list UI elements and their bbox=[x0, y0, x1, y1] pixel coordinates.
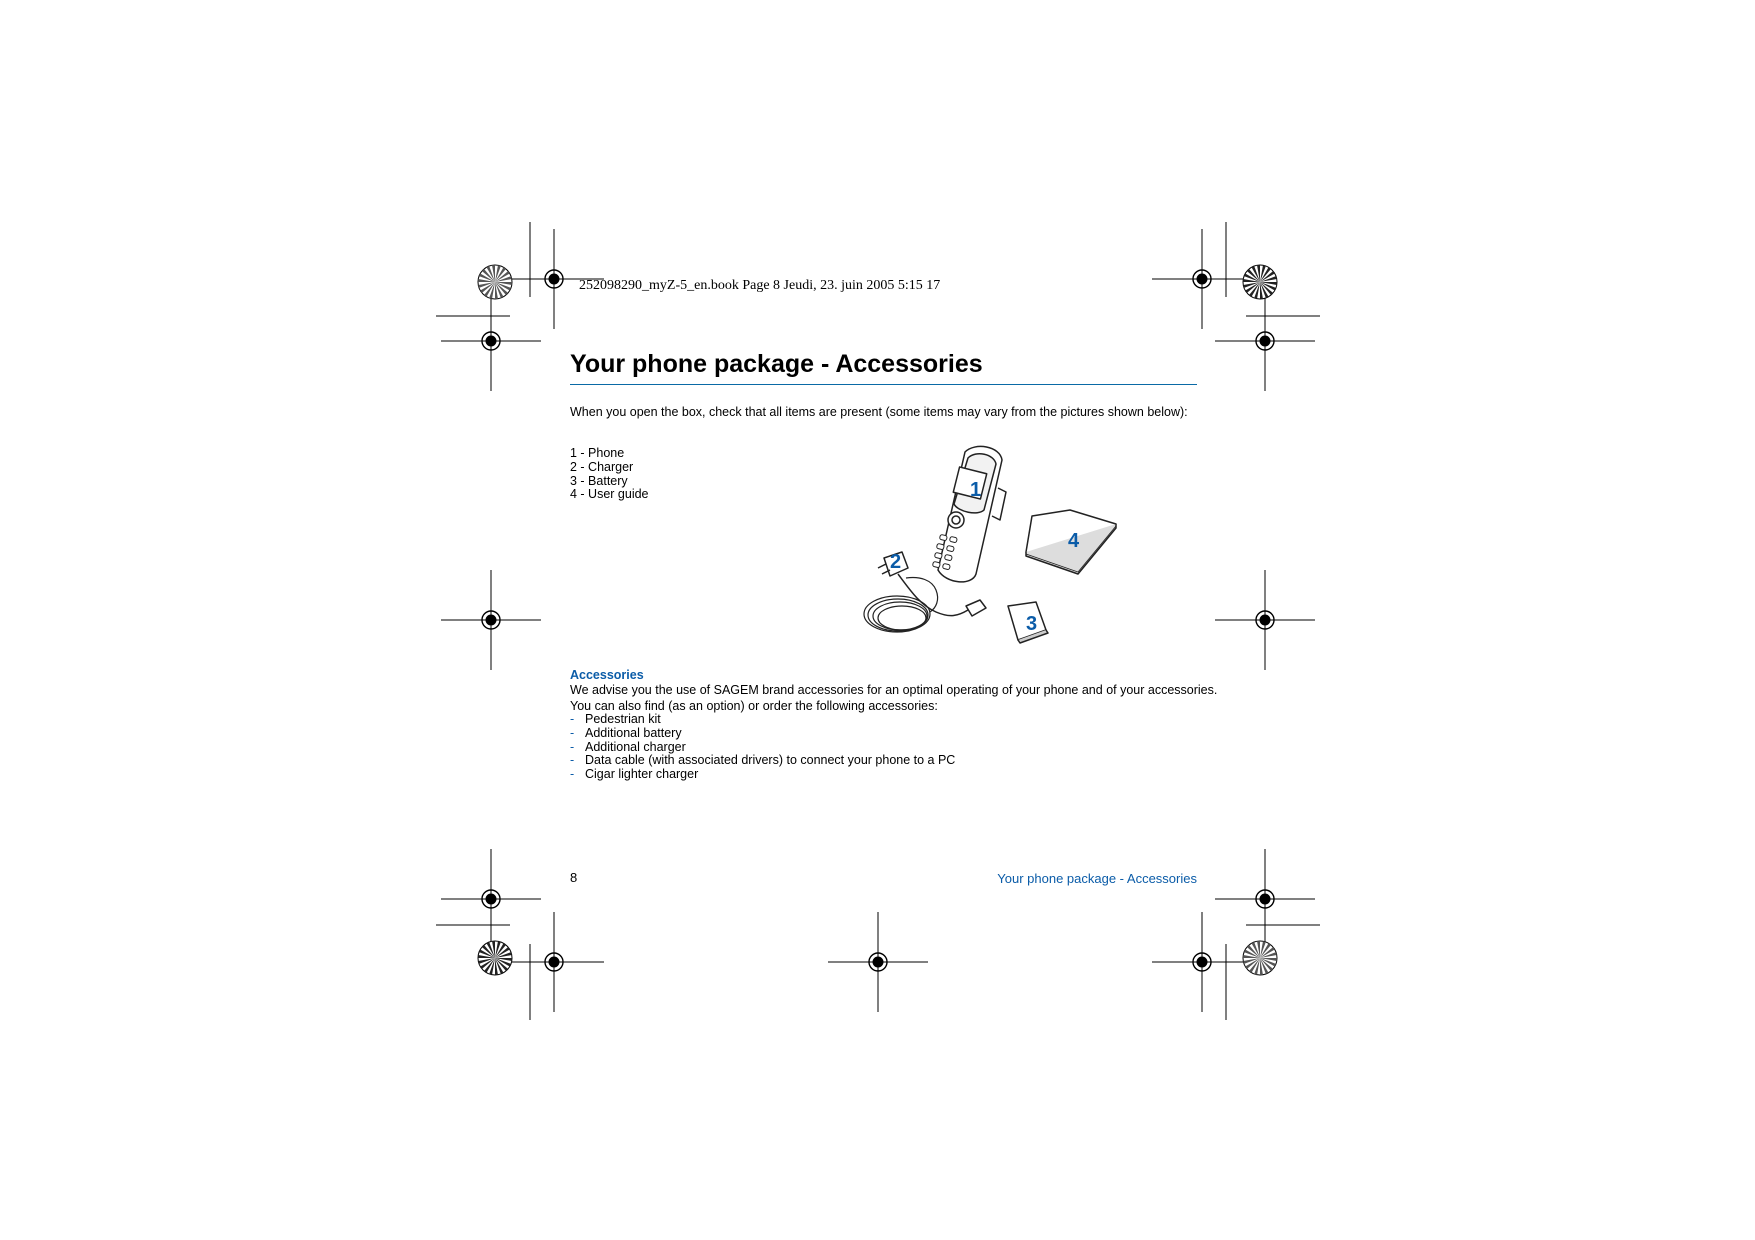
registration-mark bbox=[1215, 849, 1315, 949]
list-item: 2 - Charger bbox=[570, 459, 634, 474]
registration-mark bbox=[441, 849, 541, 949]
file-slug: 252098290_myZ-5_en.book Page 8 Jeudi, 23. juin 2005 5:15 17 bbox=[579, 278, 941, 293]
list-item: 4 - User guide bbox=[570, 487, 649, 502]
color-bar-mark bbox=[478, 941, 512, 975]
accessories-advice: We advise you the use of SAGEM brand accessories for an optimal operating of your phone and of your accessories. bbox=[570, 683, 1218, 697]
footer-section-title: Your phone package - Accessories bbox=[997, 871, 1197, 886]
package-item-list bbox=[570, 446, 649, 501]
package-illustration bbox=[840, 440, 1130, 655]
registration-mark bbox=[441, 570, 541, 670]
registration-mark bbox=[504, 912, 604, 1012]
callout-3: 3 bbox=[1026, 613, 1038, 635]
color-bar-mark bbox=[478, 265, 512, 299]
color-bar-mark bbox=[1243, 265, 1277, 299]
intro-text: When you open the box, check that all items are present (some items may vary from the pictures shown below): bbox=[570, 405, 1188, 419]
accessories-heading: Accessories bbox=[570, 668, 644, 682]
phone-drawing bbox=[932, 446, 1006, 581]
list-item: - Data cable (with associated drivers) to connect your phone to a PC bbox=[570, 753, 956, 768]
registration-mark bbox=[1215, 570, 1315, 670]
callout-4: 4 bbox=[1068, 530, 1080, 552]
accessories-find: You can also find (as an option) or order the following accessories: bbox=[570, 699, 938, 713]
list-item: 3 - Battery bbox=[570, 473, 628, 488]
registration-mark bbox=[1215, 291, 1315, 391]
page-number: 8 bbox=[570, 870, 578, 885]
callout-1: 1 bbox=[970, 479, 982, 501]
title-rule bbox=[570, 384, 1197, 385]
registration-mark bbox=[441, 291, 541, 391]
registration-mark bbox=[1152, 912, 1252, 1012]
color-bar-mark bbox=[1243, 941, 1277, 975]
list-item: - Additional battery bbox=[570, 725, 682, 740]
page-title: Your phone package - Accessories bbox=[570, 350, 983, 378]
registration-mark bbox=[828, 912, 928, 1012]
registration-mark bbox=[1152, 229, 1252, 329]
list-item: - Pedestrian kit bbox=[570, 712, 661, 726]
list-item: - Additional charger bbox=[570, 739, 686, 754]
callout-2: 2 bbox=[890, 551, 902, 573]
accessories-list bbox=[570, 712, 955, 781]
list-item: - Cigar lighter charger bbox=[570, 767, 699, 782]
list-item: 1 - Phone bbox=[570, 446, 625, 460]
